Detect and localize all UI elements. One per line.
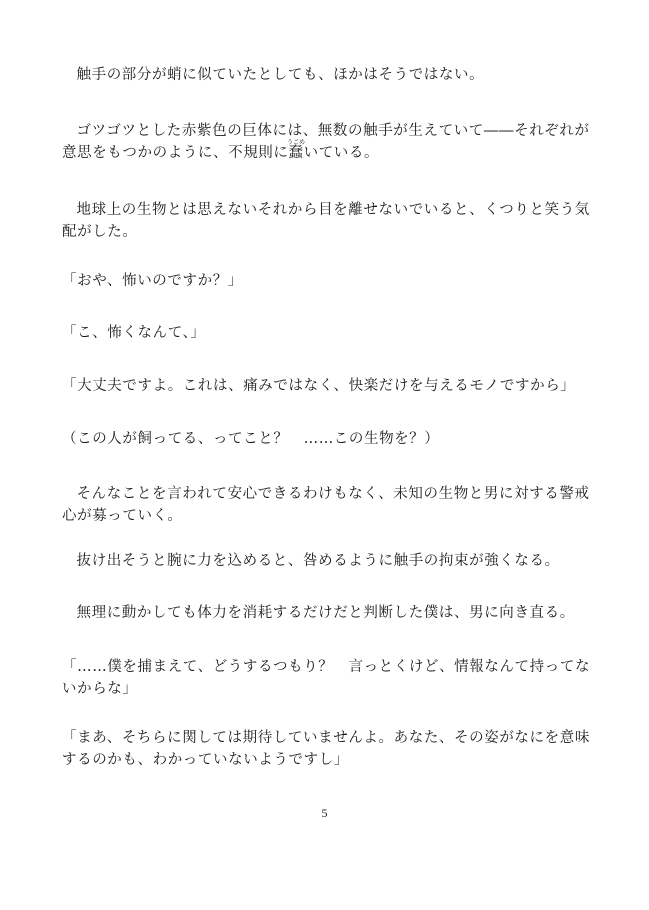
paragraph-2 (62, 120, 592, 164)
paragraph-8: そんなことを言われて安心できるわけもなく、未知の生物と男に対する警戒心が募っていく。 (62, 486, 590, 524)
paragraph-9: 抜け出そうと腕に力を込めると、咎めるように触手の拘束が強くなる。 (76, 553, 560, 569)
paragraph-11: 「……僕を捕まえて、どうするつもり？ 言っとくけど、情報なんて持ってないからな」 (62, 659, 591, 697)
ruby-word: 蠢うごめ (287, 139, 306, 161)
paragraph-3: 地球上の生物とは思えないそれから目を離せないでいると、くつりと笑う気配がした。 (62, 202, 590, 240)
paragraph-5: 「こ、怖くなんて、」 (62, 325, 206, 341)
ruby-reading: うごめ (287, 139, 306, 146)
paragraph-4: 「おや、怖いのですか？」 (62, 273, 243, 289)
paragraph-2-text: ゴツゴツとした赤紫色の巨体には、無数の触手が生えていて――それぞれが意思をもつかのように、不規則に (62, 123, 590, 161)
paragraph-10: 無理に動かしても体力を消耗するだけだと判断した僕は、男に向き直る。 (76, 605, 575, 621)
paragraph-7: （この人が飼ってる、ってこと？ ……この生物を？） (62, 431, 440, 447)
paragraph-6: 「大丈夫ですよ。これは、痛みではなく、快楽だけを与えるモノですから」 (62, 378, 576, 394)
paragraph-1: 触手の部分が蛸に似ていたとしても、ほかはそうではない。 (76, 67, 485, 83)
page-number: 5 (321, 806, 328, 820)
paragraph-2-tail: いている。 (303, 145, 380, 161)
paragraph-12: 「まあ、そちらに関しては期待していませんよ。あなた、その姿がなにを意味するのかも、わかっていないようですし」 (62, 730, 590, 768)
